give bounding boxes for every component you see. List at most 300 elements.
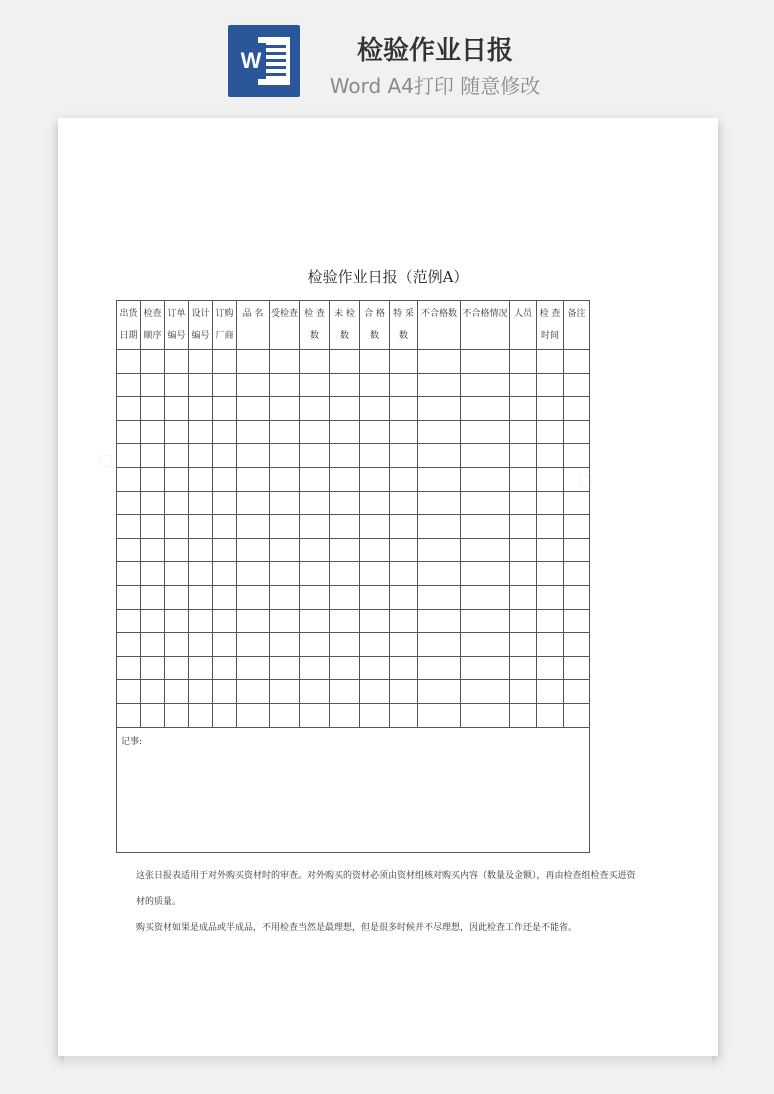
table-cell[interactable]: [165, 703, 189, 727]
table-cell[interactable]: [117, 467, 141, 491]
table-cell[interactable]: [510, 633, 537, 657]
table-cell[interactable]: [300, 420, 330, 444]
table-cell[interactable]: [390, 515, 418, 539]
table-cell[interactable]: [537, 373, 564, 397]
table-cell[interactable]: [117, 633, 141, 657]
table-cell[interactable]: [461, 444, 510, 468]
table-cell[interactable]: [270, 585, 300, 609]
table-cell[interactable]: [300, 491, 330, 515]
table-cell[interactable]: [213, 467, 237, 491]
table-cell[interactable]: [237, 656, 270, 680]
table-cell[interactable]: [418, 633, 461, 657]
table-cell[interactable]: [360, 656, 390, 680]
table-cell[interactable]: [300, 703, 330, 727]
table-cell[interactable]: [141, 491, 165, 515]
table-cell[interactable]: [510, 538, 537, 562]
table-cell[interactable]: [510, 703, 537, 727]
table-cell[interactable]: [300, 515, 330, 539]
table-cell[interactable]: [510, 585, 537, 609]
table-cell[interactable]: [165, 562, 189, 586]
notes-row: [117, 727, 590, 852]
table-cell[interactable]: [213, 633, 237, 657]
table-cell[interactable]: [141, 562, 165, 586]
table-cell[interactable]: [270, 444, 300, 468]
table-cell[interactable]: [390, 467, 418, 491]
table-row: [117, 609, 590, 633]
table-cell[interactable]: [141, 703, 165, 727]
table-cell[interactable]: [564, 444, 590, 468]
table-cell[interactable]: [213, 515, 237, 539]
table-row: [117, 703, 590, 727]
table-cell[interactable]: [461, 515, 510, 539]
table-cell[interactable]: [141, 515, 165, 539]
table-cell[interactable]: [165, 350, 189, 374]
table-cell[interactable]: [117, 515, 141, 539]
table-cell[interactable]: [510, 350, 537, 374]
table-cell[interactable]: [564, 680, 590, 704]
table-cell[interactable]: [213, 420, 237, 444]
table-cell[interactable]: [165, 397, 189, 421]
table-cell[interactable]: [418, 467, 461, 491]
table-cell[interactable]: [360, 350, 390, 374]
table-cell[interactable]: [189, 538, 213, 562]
column-header: 未 检数: [330, 301, 360, 350]
table-cell[interactable]: [213, 491, 237, 515]
table-cell[interactable]: [537, 656, 564, 680]
table-cell[interactable]: [300, 397, 330, 421]
document-title: 检验作业日报（范例A）: [307, 268, 469, 286]
table-cell[interactable]: [141, 656, 165, 680]
table-cell[interactable]: [537, 680, 564, 704]
table-cell[interactable]: [117, 373, 141, 397]
table-cell[interactable]: [237, 585, 270, 609]
table-cell[interactable]: [141, 680, 165, 704]
table-cell[interactable]: [360, 467, 390, 491]
table-cell[interactable]: [537, 562, 564, 586]
table-cell[interactable]: [564, 397, 590, 421]
table-cell[interactable]: [390, 397, 418, 421]
table-cell[interactable]: [189, 633, 213, 657]
table-cell[interactable]: [418, 609, 461, 633]
table-cell[interactable]: [510, 515, 537, 539]
table-cell[interactable]: [189, 444, 213, 468]
table-cell[interactable]: [360, 397, 390, 421]
table-row: [117, 585, 590, 609]
column-header: 设计编号: [189, 301, 213, 350]
column-header: 不合格情况: [461, 301, 510, 350]
table-cell[interactable]: [117, 680, 141, 704]
table-cell[interactable]: [270, 538, 300, 562]
table-cell[interactable]: [270, 562, 300, 586]
table-cell[interactable]: [300, 444, 330, 468]
table-cell[interactable]: [390, 562, 418, 586]
table-cell[interactable]: [330, 538, 360, 562]
table-cell[interactable]: [360, 444, 390, 468]
table-cell[interactable]: [165, 373, 189, 397]
table-cell[interactable]: [461, 585, 510, 609]
table-cell[interactable]: [330, 680, 360, 704]
table-cell[interactable]: [330, 373, 360, 397]
table-cell[interactable]: [237, 633, 270, 657]
table-cell[interactable]: [390, 609, 418, 633]
table-row: [117, 397, 590, 421]
table-cell[interactable]: [165, 680, 189, 704]
table-row: [117, 373, 590, 397]
table-row: [117, 444, 590, 468]
table-cell[interactable]: [189, 680, 213, 704]
table-row: [117, 562, 590, 586]
table-cell[interactable]: [418, 680, 461, 704]
table-cell[interactable]: [117, 491, 141, 515]
table-cell[interactable]: [418, 703, 461, 727]
table-cell[interactable]: [189, 656, 213, 680]
table-cell[interactable]: [189, 609, 213, 633]
table-cell[interactable]: [300, 585, 330, 609]
table-cell[interactable]: [461, 397, 510, 421]
table-cell[interactable]: [418, 515, 461, 539]
table-cell[interactable]: [237, 491, 270, 515]
table-cell[interactable]: [564, 350, 590, 374]
table-cell[interactable]: [510, 373, 537, 397]
table-cell[interactable]: [390, 420, 418, 444]
table-cell[interactable]: [418, 444, 461, 468]
page-shadow: [64, 1056, 712, 1070]
table-cell[interactable]: [165, 491, 189, 515]
table-cell[interactable]: [141, 373, 165, 397]
table-cell[interactable]: [330, 350, 360, 374]
table-cell[interactable]: [564, 467, 590, 491]
table-cell[interactable]: [330, 467, 360, 491]
table-cell[interactable]: [270, 420, 300, 444]
table-cell[interactable]: [270, 656, 300, 680]
column-header: 检查顺序: [141, 301, 165, 350]
table-cell[interactable]: [330, 491, 360, 515]
table-cell[interactable]: [189, 562, 213, 586]
table-cell[interactable]: [537, 538, 564, 562]
table-cell[interactable]: [213, 562, 237, 586]
table-cell[interactable]: [117, 420, 141, 444]
table-cell[interactable]: [510, 680, 537, 704]
table-cell[interactable]: [360, 703, 390, 727]
table-cell[interactable]: [390, 444, 418, 468]
table-cell[interactable]: [165, 656, 189, 680]
table-cell[interactable]: [189, 397, 213, 421]
table-cell[interactable]: [360, 515, 390, 539]
table-cell[interactable]: [418, 373, 461, 397]
table-cell[interactable]: [330, 585, 360, 609]
table-cell[interactable]: [270, 373, 300, 397]
table-cell[interactable]: [141, 585, 165, 609]
table-cell[interactable]: [510, 420, 537, 444]
table-cell[interactable]: [537, 633, 564, 657]
table-cell[interactable]: [141, 633, 165, 657]
table-cell[interactable]: [564, 373, 590, 397]
table-cell[interactable]: [213, 444, 237, 468]
table-cell[interactable]: [330, 515, 360, 539]
table-cell[interactable]: [390, 538, 418, 562]
table-cell[interactable]: [189, 585, 213, 609]
table-row: [117, 656, 590, 680]
table-cell[interactable]: [360, 491, 390, 515]
table-cell[interactable]: [461, 633, 510, 657]
table-cell[interactable]: [330, 397, 360, 421]
page-subtitle: Word A4打印 随意修改: [329, 74, 541, 98]
table-cell[interactable]: [213, 656, 237, 680]
table-cell[interactable]: [189, 350, 213, 374]
table-cell[interactable]: [213, 538, 237, 562]
table-cell[interactable]: [390, 680, 418, 704]
table-cell[interactable]: [510, 609, 537, 633]
table-cell[interactable]: [564, 562, 590, 586]
table-cell[interactable]: [510, 467, 537, 491]
table-row: [117, 491, 590, 515]
table-cell[interactable]: [330, 444, 360, 468]
table-cell[interactable]: [418, 538, 461, 562]
table-cell[interactable]: [237, 444, 270, 468]
table-cell[interactable]: [300, 609, 330, 633]
page-title: 检验作业日报: [356, 36, 513, 66]
table-cell[interactable]: [461, 467, 510, 491]
table-cell[interactable]: [537, 703, 564, 727]
column-header: 品 名: [237, 301, 270, 350]
table-cell[interactable]: [564, 538, 590, 562]
table-cell[interactable]: [564, 585, 590, 609]
table-cell[interactable]: [237, 467, 270, 491]
table-cell[interactable]: [300, 373, 330, 397]
table-cell[interactable]: [564, 609, 590, 633]
table-cell[interactable]: [270, 491, 300, 515]
table-cell[interactable]: [461, 350, 510, 374]
table-cell[interactable]: [300, 562, 330, 586]
table-cell[interactable]: [189, 420, 213, 444]
table-cell[interactable]: [360, 633, 390, 657]
table-cell[interactable]: [390, 703, 418, 727]
table-cell[interactable]: [461, 491, 510, 515]
table-cell[interactable]: [141, 444, 165, 468]
table-cell[interactable]: [537, 515, 564, 539]
table-cell[interactable]: [165, 515, 189, 539]
table-cell[interactable]: [418, 420, 461, 444]
column-header: 订购厂商: [213, 301, 237, 350]
table-cell[interactable]: [390, 633, 418, 657]
table-cell[interactable]: [117, 444, 141, 468]
footnote: [136, 863, 636, 941]
table-cell[interactable]: [270, 467, 300, 491]
column-header: 特 采数: [390, 301, 418, 350]
table-cell[interactable]: [537, 467, 564, 491]
table-cell[interactable]: [141, 609, 165, 633]
table-cell[interactable]: [300, 656, 330, 680]
table-row: [117, 515, 590, 539]
table-cell[interactable]: [117, 703, 141, 727]
table-cell[interactable]: [360, 585, 390, 609]
table-cell[interactable]: [360, 538, 390, 562]
table-cell[interactable]: [270, 633, 300, 657]
table-cell[interactable]: [270, 350, 300, 374]
table-cell[interactable]: [270, 703, 300, 727]
table-cell[interactable]: [418, 585, 461, 609]
table-cell[interactable]: [117, 397, 141, 421]
table-cell[interactable]: [461, 562, 510, 586]
table-cell[interactable]: [510, 491, 537, 515]
table-cell[interactable]: [165, 585, 189, 609]
table-cell[interactable]: [117, 585, 141, 609]
table-cell[interactable]: [237, 397, 270, 421]
table-row: [117, 680, 590, 704]
table-cell[interactable]: [360, 680, 390, 704]
table-cell[interactable]: [213, 703, 237, 727]
table-cell[interactable]: [141, 538, 165, 562]
table-cell[interactable]: [390, 373, 418, 397]
table-cell[interactable]: [117, 609, 141, 633]
table-cell[interactable]: [213, 373, 237, 397]
table-cell[interactable]: [141, 420, 165, 444]
table-cell[interactable]: [300, 538, 330, 562]
table-cell[interactable]: [461, 538, 510, 562]
table-cell[interactable]: [510, 562, 537, 586]
table-cell[interactable]: [390, 656, 418, 680]
table-cell[interactable]: [330, 633, 360, 657]
table-cell[interactable]: [461, 609, 510, 633]
table-cell[interactable]: [418, 491, 461, 515]
table-cell[interactable]: [537, 491, 564, 515]
table-cell[interactable]: [564, 491, 590, 515]
table-cell[interactable]: [537, 397, 564, 421]
table-cell[interactable]: [189, 491, 213, 515]
table-cell[interactable]: [537, 444, 564, 468]
table-cell[interactable]: [564, 633, 590, 657]
table-row: [117, 467, 590, 491]
table-cell[interactable]: [537, 609, 564, 633]
table-row: [117, 420, 590, 444]
table-cell[interactable]: [270, 609, 300, 633]
table-cell[interactable]: [141, 350, 165, 374]
table-cell[interactable]: [461, 420, 510, 444]
table-cell[interactable]: [165, 420, 189, 444]
table-cell[interactable]: [237, 680, 270, 704]
column-header: 订单编号: [165, 301, 189, 350]
table-cell[interactable]: [189, 515, 213, 539]
table-row: [117, 350, 590, 374]
column-header: 合 格数: [360, 301, 390, 350]
footnote-line: 购买资材如果是成品或半成品，不用检查当然是最理想，但是很多时候并不尽理想，因此检查工作还是不能省。: [136, 923, 578, 933]
table-cell[interactable]: [237, 703, 270, 727]
table-cell[interactable]: [461, 373, 510, 397]
table-cell[interactable]: [330, 609, 360, 633]
table-cell[interactable]: [237, 373, 270, 397]
table-cell[interactable]: [510, 656, 537, 680]
table-cell[interactable]: [165, 467, 189, 491]
document-page: [58, 118, 718, 1056]
column-header: 人员: [510, 301, 537, 350]
table-cell[interactable]: [117, 656, 141, 680]
table-cell[interactable]: [360, 609, 390, 633]
table-cell[interactable]: [270, 515, 300, 539]
table-cell[interactable]: [165, 609, 189, 633]
table-cell[interactable]: [213, 397, 237, 421]
table-cell[interactable]: [213, 585, 237, 609]
table-cell[interactable]: [390, 585, 418, 609]
table-cell[interactable]: [360, 562, 390, 586]
table-cell[interactable]: [237, 350, 270, 374]
table-cell[interactable]: [117, 562, 141, 586]
table-cell[interactable]: [330, 656, 360, 680]
column-header: 检 查时间: [537, 301, 564, 350]
table-cell[interactable]: [165, 444, 189, 468]
table-cell[interactable]: [189, 703, 213, 727]
table-cell[interactable]: [117, 350, 141, 374]
table-cell[interactable]: [213, 350, 237, 374]
table-cell[interactable]: [418, 397, 461, 421]
word-letter: W: [236, 43, 266, 79]
table-row: [117, 538, 590, 562]
table-cell[interactable]: [564, 515, 590, 539]
table-cell[interactable]: [390, 491, 418, 515]
table-cell[interactable]: [141, 397, 165, 421]
table-cell[interactable]: [141, 467, 165, 491]
table-cell[interactable]: [418, 562, 461, 586]
table-cell[interactable]: [418, 350, 461, 374]
table-cell[interactable]: [300, 680, 330, 704]
table-cell[interactable]: [564, 420, 590, 444]
table-cell[interactable]: [510, 397, 537, 421]
table-cell[interactable]: [537, 350, 564, 374]
table-cell[interactable]: [564, 656, 590, 680]
table-cell[interactable]: [189, 373, 213, 397]
table-cell[interactable]: [461, 656, 510, 680]
table-cell[interactable]: [537, 420, 564, 444]
column-header: 不合格数: [418, 301, 461, 350]
table-cell[interactable]: [461, 703, 510, 727]
table-cell[interactable]: [165, 538, 189, 562]
table-cell[interactable]: [300, 467, 330, 491]
footnote-line: 这张日报表适用于对外购买资材时的审查。对外购买的资材必须由资材组核对购买内容（数量及金额），再由检查组检查买进资材的质量。: [136, 871, 636, 907]
table-cell[interactable]: [165, 633, 189, 657]
table-cell[interactable]: [418, 656, 461, 680]
table-cell[interactable]: [360, 420, 390, 444]
report-table: [116, 300, 590, 853]
word-icon: [228, 25, 300, 97]
notes-cell[interactable]: 记事:: [117, 727, 590, 852]
table-cell[interactable]: [564, 703, 590, 727]
column-header: 出货日期: [117, 301, 141, 350]
column-header: 受检查: [270, 301, 300, 350]
table-cell[interactable]: [537, 585, 564, 609]
table-cell[interactable]: [390, 350, 418, 374]
column-header: 备注: [564, 301, 590, 350]
table-cell[interactable]: [213, 680, 237, 704]
table-row: [117, 633, 590, 657]
table-cell[interactable]: [117, 538, 141, 562]
table-cell[interactable]: [330, 420, 360, 444]
table-cell[interactable]: [300, 350, 330, 374]
table-cell[interactable]: [330, 562, 360, 586]
table-cell[interactable]: [300, 633, 330, 657]
table-cell[interactable]: [360, 373, 390, 397]
table-cell[interactable]: [189, 467, 213, 491]
table-cell[interactable]: [237, 538, 270, 562]
table-cell[interactable]: [330, 703, 360, 727]
table-cell[interactable]: [270, 397, 300, 421]
table-cell[interactable]: [270, 680, 300, 704]
table-cell[interactable]: [237, 420, 270, 444]
table-cell[interactable]: [213, 609, 237, 633]
table-cell[interactable]: [510, 444, 537, 468]
table-cell[interactable]: [461, 680, 510, 704]
table-cell[interactable]: [237, 515, 270, 539]
table-cell[interactable]: [237, 562, 270, 586]
table-cell[interactable]: [237, 609, 270, 633]
